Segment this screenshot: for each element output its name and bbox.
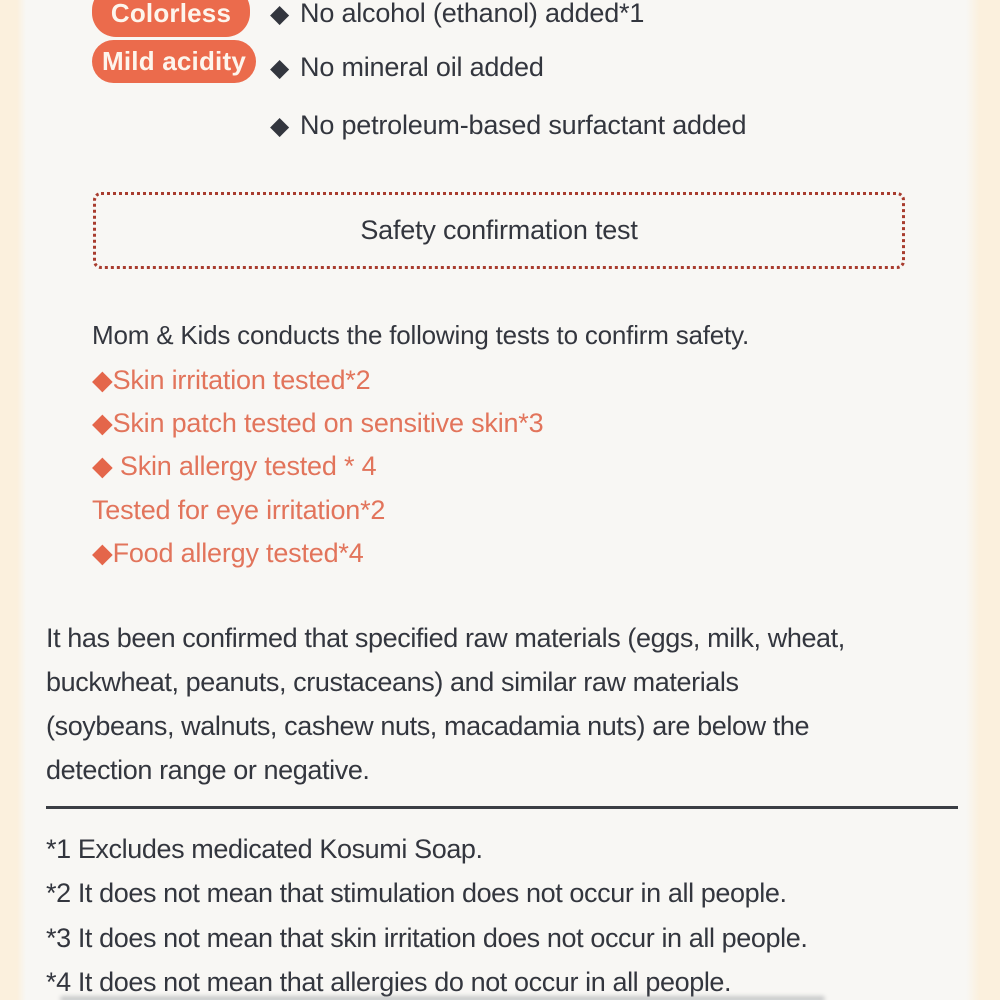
safety-test-item: [92, 409, 543, 437]
allergen-note-paragraph: [46, 616, 845, 792]
no-additive-item: [270, 53, 544, 81]
allergen-note-line: buckwheat, peanuts, crustaceans) and similar raw materials: [46, 667, 739, 697]
feature-badge-colorless: Colorless: [92, 0, 250, 37]
no-additive-label: No petroleum-based surfactant added: [300, 110, 747, 140]
allergen-note-line: detection range or negative.: [46, 755, 370, 785]
page-right-margin: [966, 0, 1000, 1000]
safety-test-label: Tested for eye irritation*2: [92, 495, 386, 525]
safety-test-label: Skin patch tested on sensitive skin*3: [112, 408, 544, 438]
feature-badge-mild-acidity: Mild acidity: [92, 40, 256, 83]
diamond-bullet-icon: ◆: [92, 408, 113, 438]
diamond-bullet-icon: ◆: [270, 112, 290, 140]
footnote: *2 It does not mean that stimulation does not occur in all people.: [46, 878, 787, 908]
diamond-bullet-icon: ◆: [92, 451, 113, 481]
safety-test-item: [92, 496, 385, 524]
tests-intro-text: Mom & Kids conducts the following tests to confirm safety.: [92, 320, 749, 350]
no-additive-label: No mineral oil added: [300, 52, 544, 82]
allergen-note-line: It has been confirmed that specified raw materials (eggs, milk, wheat,: [46, 623, 845, 653]
safety-confirmation-box: [93, 192, 905, 269]
divider-line: [46, 806, 958, 809]
diamond-bullet-icon: ◆: [92, 538, 113, 568]
footnote: *1 Excludes medicated Kosumi Soap.: [46, 834, 483, 864]
safety-test-label: Skin irritation tested*2: [112, 365, 371, 395]
safety-test-label: Food allergy tested*4: [112, 538, 364, 568]
footnote: *3 It does not mean that skin irritation does not occur in all people.: [46, 923, 808, 953]
no-additive-label: No alcohol (ethanol) added*1: [300, 0, 645, 28]
allergen-note-line: (soybeans, walnuts, cashew nuts, macadamia nuts) are below the: [46, 711, 810, 741]
safety-box-title: Safety confirmation test: [360, 215, 638, 245]
diamond-bullet-icon: ◆: [92, 365, 113, 395]
diamond-bullet-icon: ◆: [270, 0, 290, 28]
page-left-margin: [0, 0, 26, 1000]
footnote: *4 It does not mean that allergies do not occur in all people.: [46, 967, 732, 997]
cropped-next-line-artifact: [60, 996, 825, 1000]
safety-test-item: [92, 539, 364, 567]
safety-test-item: [92, 452, 376, 480]
safety-test-label: Skin allergy tested * 4: [112, 451, 377, 481]
no-additive-item: [270, 111, 746, 139]
safety-test-item: [92, 366, 370, 394]
diamond-bullet-icon: ◆: [270, 54, 290, 82]
no-additive-item: [270, 0, 644, 27]
